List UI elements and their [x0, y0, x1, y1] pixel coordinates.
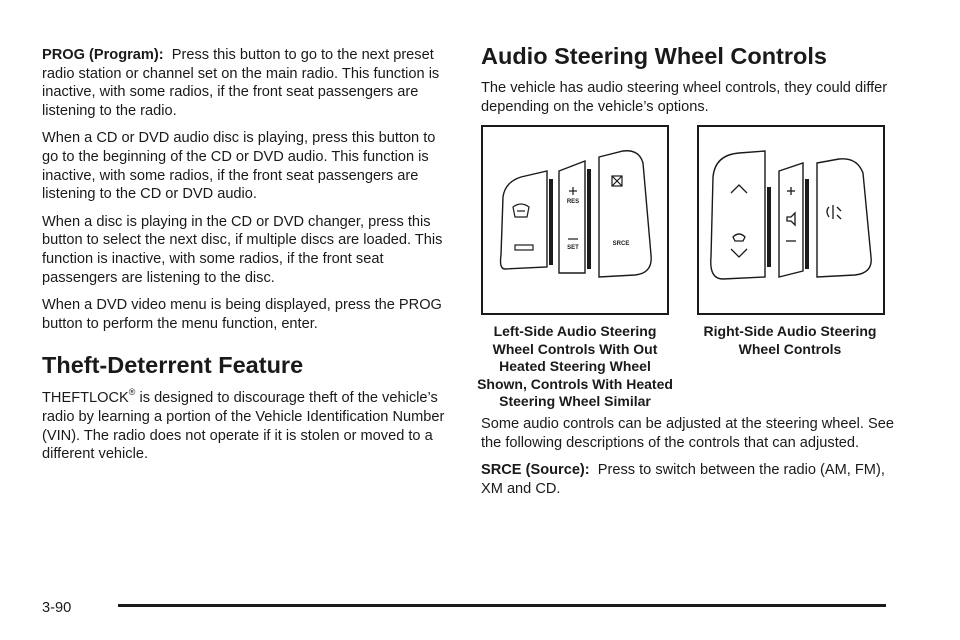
theft-heading: Theft-Deterrent Feature: [42, 352, 304, 379]
changer-paragraph: When a disc is playing in the CD or DVD changer, press this button to select the next disc, if multiple discs are loaded. This function is inactive, with some radios, if the front seat passengers are listening to the disc.: [42, 213, 443, 286]
center-pad-outline: [779, 163, 803, 277]
right-controls-illustration: [699, 127, 883, 313]
set-label: SET: [567, 245, 579, 252]
voice-icon: [827, 207, 829, 217]
prog-paragraph: [42, 46, 450, 120]
right-column: [477, 43, 901, 508]
footer-rule: [118, 604, 886, 607]
theft-brand: THEFTLOCK: [42, 390, 129, 407]
left-rocker-bar: [767, 187, 771, 267]
srce-text: Press to switch between the radio (AM, FM), XM and CD.: [481, 462, 885, 497]
left-pad-outline: [501, 171, 548, 269]
minus-icon: [515, 245, 533, 250]
left-controls-illustration: [483, 127, 667, 313]
right-pad-outline: [817, 159, 871, 277]
srce-label: SRCE: [612, 241, 630, 248]
left-figure-caption: Left-Side Audio Steering Wheel Controls With Out Heated Steering Wheel Shown, Controls With Heated Steering Wheel Similar: [477, 323, 673, 410]
seek-up-icon: [731, 185, 747, 193]
audio-heading: Audio Steering Wheel Controls: [481, 43, 827, 69]
srce-paragraph: [481, 461, 901, 498]
phone-icon: [733, 234, 745, 241]
speaker-icon: [787, 213, 795, 225]
figures: [477, 125, 901, 415]
registered-mark: ®: [128, 387, 136, 398]
left-controls-figure: [481, 125, 669, 315]
left-pad-outline: [711, 151, 765, 279]
prog-label: PROG (Program):: [42, 47, 164, 63]
adjust-paragraph: Some audio controls can be adjusted at the steering wheel. See the following descriptions of the controls that can adjusted.: [481, 416, 894, 451]
cd-paragraph: When a CD or DVD audio disc is playing, press this button to go to the beginning of the CD or DVD audio. This function is inactive, with some radios, if the front seat passengers are listening to the CD or DVD audio.: [42, 130, 436, 203]
left-column: [42, 46, 450, 473]
intro-paragraph: The vehicle has audio steering wheel controls, they could differ depending on the vehicle’s options.: [481, 80, 888, 115]
theft-paragraph: [42, 389, 450, 463]
prog-text: Press this button to go to the next preset radio station or channel set on the main radio. This function is inactive, with some radios, if the front seat passengers are listening to the radio.: [42, 47, 440, 119]
res-label: RES: [566, 199, 580, 206]
srce-label: SRCE (Source):: [481, 462, 590, 479]
page-number: 3-90: [42, 600, 72, 616]
center-pad-outline: [559, 161, 585, 273]
theft-text: is designed to discourage theft of the vehicle’s radio by learning a portion of the Vehicle Identification Number (VIN). The radio does not operate if it is stolen or moved to a different vehicle.: [42, 390, 445, 463]
seek-down-icon: [731, 249, 747, 257]
right-controls-figure: [697, 125, 885, 315]
center-rocker-bar: [587, 169, 591, 269]
right-pad-outline: [599, 151, 651, 277]
left-rocker-bar: [549, 179, 553, 265]
dvd-paragraph: When a DVD video menu is being displayed, press the PROG button to perform the menu function, enter.: [42, 297, 442, 332]
center-rocker-bar: [805, 179, 809, 269]
right-figure-caption: Right-Side Audio Steering Wheel Controls: [703, 323, 877, 357]
